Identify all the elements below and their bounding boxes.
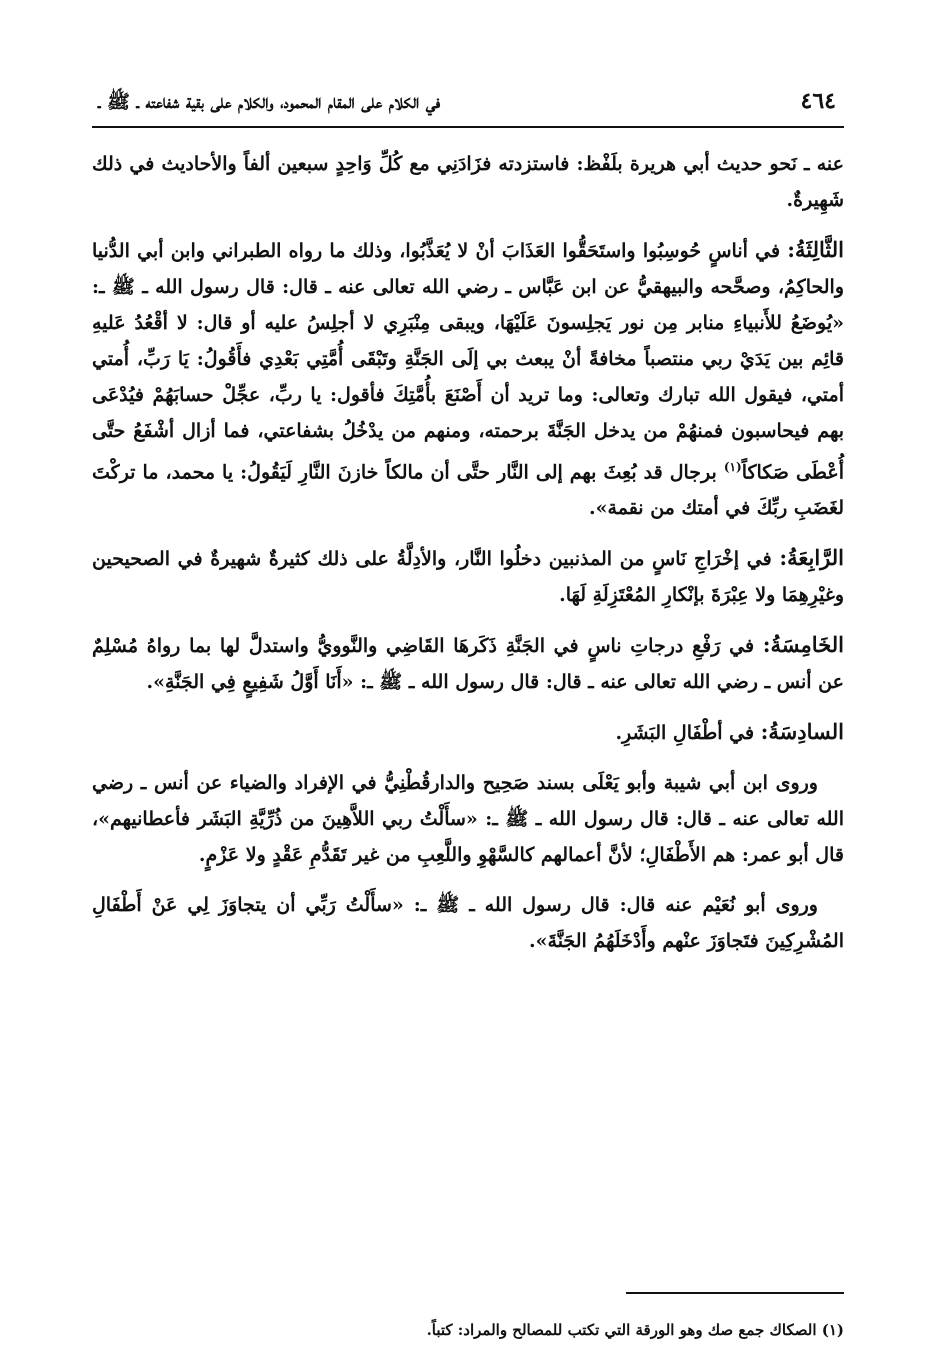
main-text <box>92 146 844 973</box>
section-lead-sixth: السادِسَةُ: <box>760 719 844 745</box>
paragraph-text: وروى ابن أبي شيبة وأبو يَعْلَى بسند صَحِيح والدارقُطْنِيُّ في الإفراد والضياء عن أنس ـ رضي الله تعالى عنه ـ قال: قال رسول الله ـ ﷺ ـ: «سأَلْتُ ربي اللاَّهِينَ من ذُرِّيَّةِ البَشَر فأعطانيهم»، قال أبو عمر: هم الأَطْفَالِ؛ لأنَّ أعمالهم كالسَّهْوِ واللَّعِبِ من غير تَقَدُّمِ عَقْدٍ ولا عَزْمٍ. <box>92 772 844 867</box>
section-lead-fourth: الرَّابِعَةُ: <box>779 545 844 571</box>
footnote <box>92 1318 844 1342</box>
section-lead-third: الثَّالِثَةُ: <box>787 237 844 262</box>
page-header <box>92 82 844 128</box>
running-title: في الكلام على المقام المحمود، والكلام على بقية شفاعته ـ ﷺ ـ <box>98 91 441 113</box>
paragraph-sixth <box>92 714 844 751</box>
paragraph-text: في أطْفَالِ البَشَرِ. <box>615 722 755 745</box>
footnote-reference: (١) <box>723 460 742 474</box>
section-lead-fifth: الخَامِسَةُ: <box>762 632 844 658</box>
paragraph-fifth <box>92 627 844 700</box>
paragraph-text: في رَفْعِ درجاتِ ناسٍ في الجَنَّةِ ذَكَرهَا القَاضِي والنَّوويُّ واستدلَّ لها بما رواهُ مُسْلِمٌ عن أنس ـ رضي الله تعالى عنه ـ قال: قال رسول الله ـ ﷺ ـ: «أَنَا أَوَّلُ شَفِيعٍ فِي الجَنَّةِ». <box>92 635 844 694</box>
paragraph-text: في إخْرَاجِ نَاسٍ من المذنبين دخلُوا النَّار، والأدِلَّةُ على ذلك كثيرةٌ شهيرةٌ في الصحيحين وغيْرِهِمَا ولا عِبْرَةَ بإنْكارِ المُعْتَزِلَةِ لَهَا. <box>92 548 844 607</box>
paragraph-narration-2 <box>92 887 844 959</box>
footnote-text: (١) الصكاك جمع صك وهو الورقة التي تكتب للمصالح والمراد: كتباً. <box>426 1321 844 1339</box>
paragraph-text: وروى أبو نُعَيْم عنه قال: قال رسول الله ـ ﷺ ـ: «سأَلْتُ رَبِّي أن يتجاوَزَ لِي عَنْ أَطْفَالِ المُشْرِكِينَ فتَجاوَزَ عنْهم وأَدْخَلَهُمُ الجَنَّةَ». <box>92 894 844 953</box>
page-number: ٤٦٤ <box>800 88 836 114</box>
paragraph-third <box>92 232 844 526</box>
paragraph-narration-1 <box>92 765 844 873</box>
paragraph-continuation <box>92 146 844 218</box>
paragraph-text: عنه ـ نَحو حديث أبي هريرة بلَفْظ: فاستزدته فزَادَنِي مع كُلِّ وَاحِدٍ سبعين ألفاً والأحاديث في ذلك شَهِيرةٌ. <box>92 153 844 211</box>
footnote-separator <box>626 1292 844 1294</box>
paragraph-fourth <box>92 540 844 613</box>
paragraph-text: في أناسٍ حُوسِبُوا واستَحَقُّوا العَذَابَ أنْ لا يُعَذَّبُوا، وذلك ما رواه الطبراني وابن أبي الدُّنيا والحاكِمُ، وصحَّحه والبيهقيُّ عن ابن عَبَّاس ـ رضي الله تعالى عنه ـ قال: قال رسول الله ـ ﷺ ـ: «يُوضَعُ للأَنبياءِ منابر مِن نور يَجلِسونَ عَلَيْهَا، ويبقى مِنْبَرِي لا أجلِسُ عليه أو قال: لا أقْعُدُ عَليهِ قائِم بين يَدَيْ ربي منتصباً مخافةً أنْ يبعث بي إلَى الجَنَّةِ وتَبْقَى أُمَّتِي بَعْدِي فأَقُولُ: يَا رَبِّ، أُمتي أمتي، فيقول الله تبارك وتعالى: وما تريد أن أَصْنَعَ بأُمَّتِكَ فأقول: يا ربِّ، عجِّلْ حسابَهُمْ فيُدْعَى بهم فيحاسبون فمنهُمْ من يدخل الجَنَّةَ برحمته، ومنهم من يدْخُلُ بشفاعتي، فما أزال أشْفَعُ حتَّى أُعْطَى صَكاكاً <box>92 240 844 484</box>
paragraph-text-continued: برجال قد بُعِثَ بهم إلى النَّار حتَّى أن مالكاً خازنَ النَّارِ لَيَقُولُ: يا محمد، ما تركْتَ لغَضَبِ ربِّكَ في أمتك من نقمة». <box>92 461 844 520</box>
